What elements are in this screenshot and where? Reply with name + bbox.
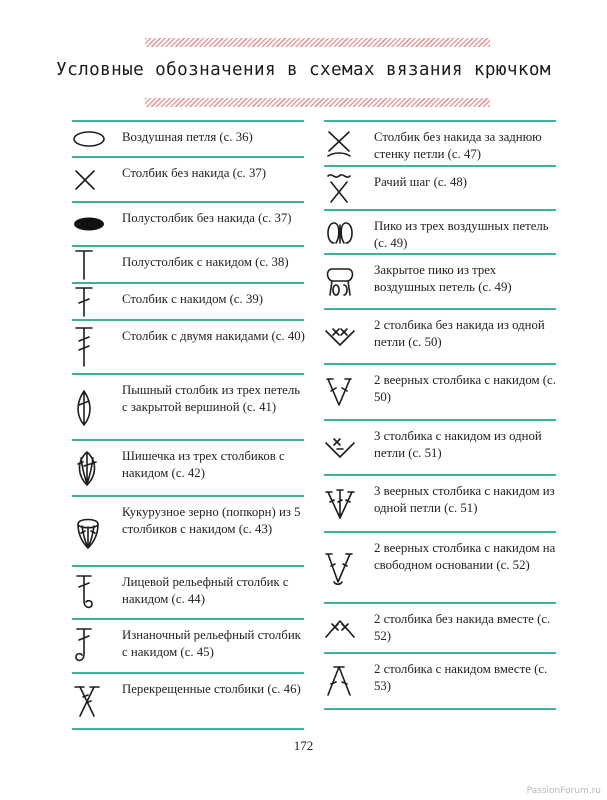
- bobble-icon: [72, 441, 106, 495]
- legend-entry-text: Пико из трех воздушных петель (с. 49): [374, 219, 549, 250]
- legend-entry-text: 3 веерных столбика с накидом из одной петли (с. 51): [374, 484, 555, 515]
- decorative-stripe-top: [145, 38, 490, 47]
- legend-entry-text: Лицевой рельефный столбик с накидом (с. 44): [122, 575, 289, 606]
- front-post-icon: [72, 567, 106, 618]
- legend-entry-text: 2 столбика без накида из одной петли (с. 50): [374, 318, 545, 349]
- legend-entry-text: Изнаночный рельефный столбик с накидом (с. 45): [122, 628, 301, 659]
- legend-entry: [324, 474, 556, 531]
- legend-entry-text: Закрытое пико из трех воздушных петель (с. 49): [374, 263, 512, 294]
- crossed-stitches-icon: [72, 674, 106, 728]
- double-crochet-icon: [72, 284, 106, 319]
- back-loop-sc-icon: [324, 122, 358, 165]
- legend-entry-text: Столбик с двумя накидами (с. 40): [122, 329, 305, 343]
- legend-entry-text: Столбик без накида (с. 37): [122, 166, 266, 180]
- puff-stitch-icon: [72, 375, 106, 439]
- legend-entry: [324, 531, 556, 602]
- dc-fan-2-icon: [324, 365, 358, 419]
- closed-picot-icon: [324, 255, 358, 308]
- legend-entry: [324, 602, 556, 652]
- watermark: PassionForum.ru: [526, 786, 601, 796]
- legend-column-right: [324, 120, 556, 710]
- legend-entry: [324, 308, 556, 363]
- legend-entry-text: Перекрещенные столбики (с. 46): [122, 682, 301, 696]
- legend-entry: [324, 419, 556, 474]
- chain-stitch-icon: [72, 122, 106, 156]
- legend-entry: [324, 165, 556, 209]
- legend-entry-text: Кукурузное зерно (попкорн) из 5 столбиков с накидом (с. 43): [122, 505, 301, 536]
- decorative-stripe-bottom: [145, 98, 490, 107]
- sc-increase-icon: [324, 310, 358, 363]
- single-crochet-icon: [72, 158, 106, 201]
- page-title: Условные обозначения в схемах вязания крючком: [56, 60, 551, 80]
- legend-entry: [72, 373, 304, 439]
- legend-entry: [324, 652, 556, 708]
- legend-entry: [324, 209, 556, 253]
- treble-crochet-icon: [72, 321, 106, 373]
- legend-entry-text: 2 столбика с накидом вместе (с. 53): [374, 662, 548, 693]
- picot-icon: [324, 211, 358, 253]
- slip-stitch-icon: [72, 203, 106, 245]
- legend-entry: [72, 439, 304, 495]
- half-double-crochet-icon: [72, 247, 106, 282]
- dc2tog-icon: [324, 654, 358, 708]
- legend-entry: [72, 495, 304, 565]
- legend-entry: [324, 253, 556, 308]
- legend-entry: [72, 201, 304, 245]
- legend-entry-text: Воздушная петля (с. 36): [122, 130, 253, 144]
- column-bottom-rule: [324, 708, 556, 710]
- dc-fan-chain-icon: [324, 533, 358, 602]
- legend-entry-text: Столбик с накидом (с. 39): [122, 292, 264, 306]
- legend-entry-text: 3 столбика с накидом из одной петли (с. 51): [374, 429, 542, 460]
- back-post-icon: [72, 620, 106, 672]
- legend-entry-text: 2 веерных столбика с накидом на свободном основании (с. 52): [374, 541, 556, 572]
- legend-entry: [72, 156, 304, 201]
- legend-entry-text: Рачий шаг (с. 48): [374, 175, 467, 189]
- column-bottom-rule: [72, 728, 304, 730]
- legend-entry: [72, 672, 304, 728]
- page-number: 172: [293, 738, 314, 753]
- popcorn-icon: [72, 497, 106, 565]
- legend-entry: [324, 363, 556, 419]
- legend-entry-text: Полустолбик без накида (с. 37): [122, 211, 292, 225]
- legend-column-left: [72, 120, 304, 730]
- legend-entry: [324, 120, 556, 165]
- crab-stitch-icon: [324, 167, 358, 209]
- legend-entry: [72, 319, 304, 373]
- legend-entry-text: 2 столбика без накида вместе (с. 52): [374, 612, 551, 643]
- sc2tog-icon: [324, 604, 358, 652]
- legend-entry: [72, 120, 304, 156]
- dc-fan-3-icon: [324, 476, 358, 531]
- legend-entry-text: 2 веерных столбика с накидом (с. 50): [374, 373, 556, 404]
- legend-entry-text: Пышный столбик из трех петель с закрытой вершиной (с. 41): [122, 383, 301, 414]
- legend-entry: [72, 282, 304, 319]
- legend-entry-text: Шишечка из трех столбиков с накидом (с. 42): [122, 449, 285, 480]
- legend-entry-text: Столбик без накида за заднюю стенку петли (с. 47): [374, 130, 542, 161]
- legend-entry: [72, 565, 304, 618]
- legend-entry: [72, 618, 304, 672]
- dc-increase-3-icon: [324, 421, 358, 474]
- legend-entry-text: Полустолбик с накидом (с. 38): [122, 255, 289, 269]
- legend-entry: [72, 245, 304, 282]
